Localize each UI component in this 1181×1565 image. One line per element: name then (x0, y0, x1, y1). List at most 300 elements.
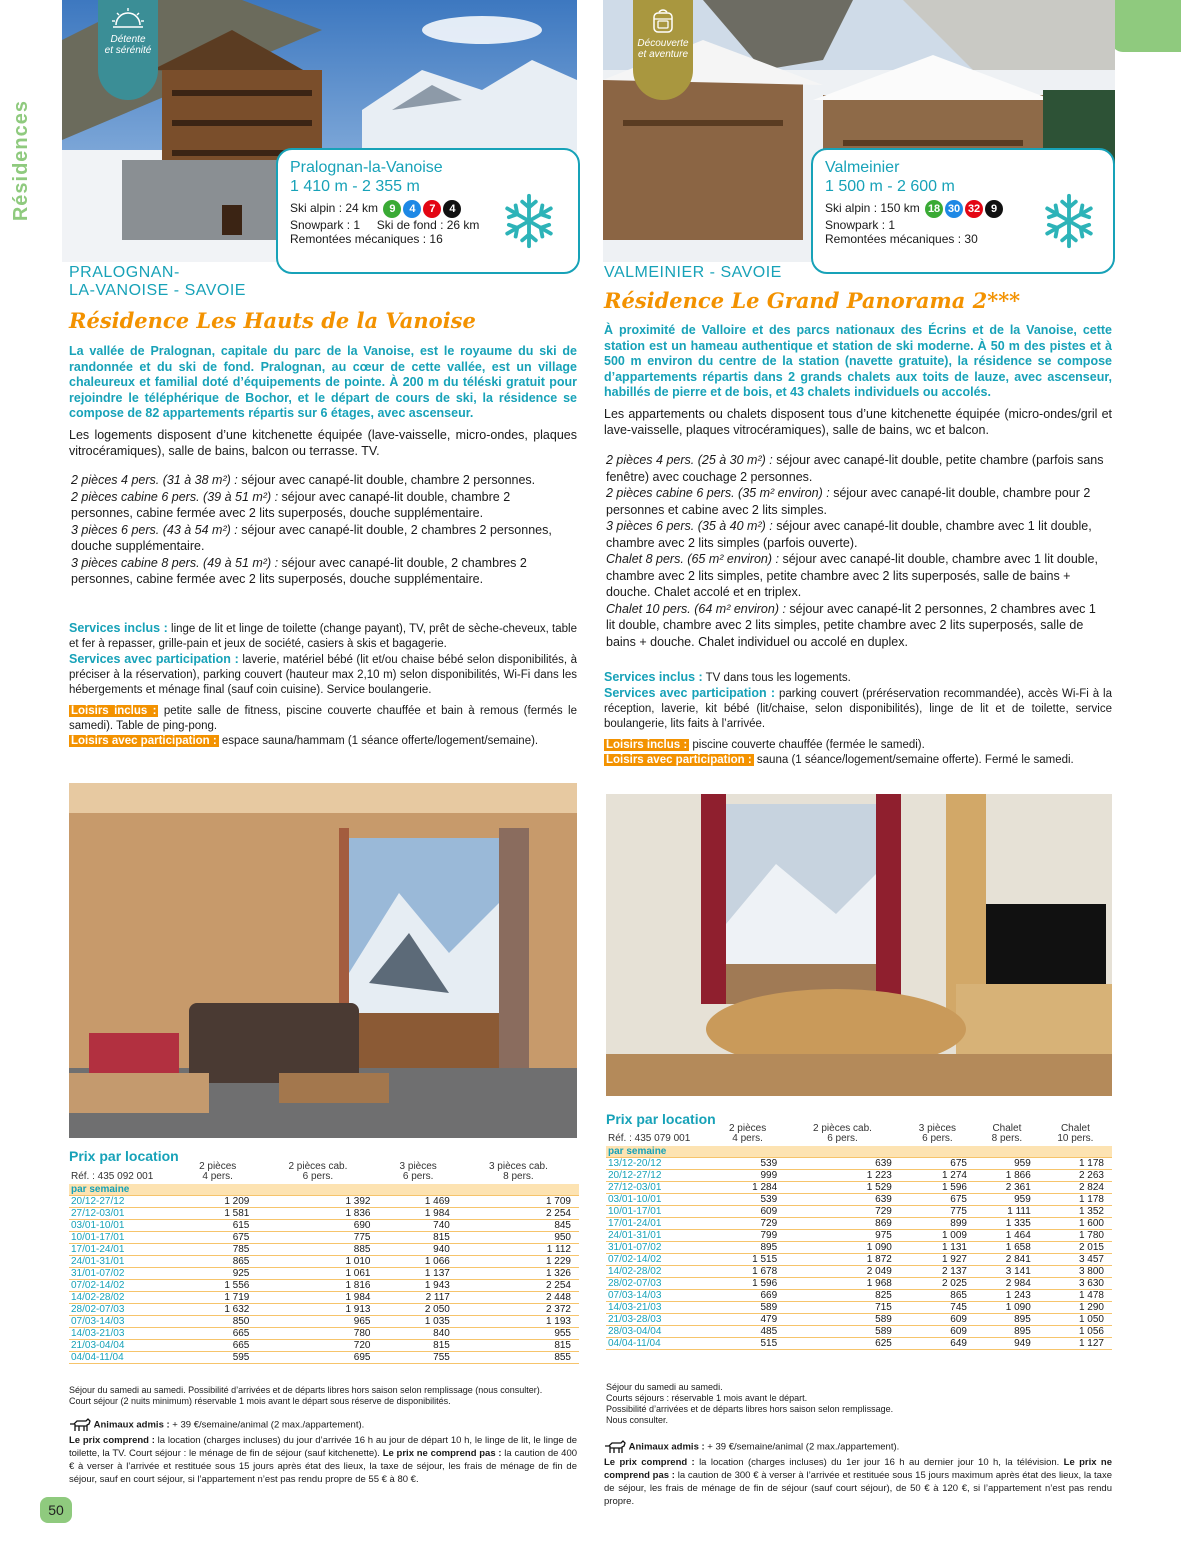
right-residence-title: Résidence Le Grand Panorama 2*** (604, 288, 1021, 313)
table-row (606, 1170, 1112, 1182)
left-fine-print (69, 1385, 579, 1407)
price-cell: 855 (458, 1352, 579, 1364)
blue-pistes: 4 (403, 200, 421, 218)
animals-text: + 39 €/semaine/animal (2 max./appartement). (169, 1419, 365, 1431)
price-cell: 815 (378, 1340, 457, 1352)
price-cell: 959 (975, 1194, 1039, 1206)
period-cell: 27/12-03/01 (69, 1208, 178, 1220)
price-cell: 1 678 (710, 1266, 785, 1278)
price-cell: 1 632 (178, 1304, 257, 1316)
price-cell: 895 (975, 1326, 1039, 1338)
price-cell: 1 469 (378, 1196, 457, 1208)
left-price-title: Prix par location (69, 1148, 179, 1164)
period-cell: 13/12-20/12 (606, 1158, 710, 1170)
table-row (606, 1314, 1112, 1326)
price-cell: 2 841 (975, 1254, 1039, 1266)
badge-line1: Découverte (637, 38, 689, 49)
price-cell: 665 (178, 1328, 257, 1340)
resort-name: Pralognan-la-Vanoise (290, 159, 443, 176)
price-cell: 895 (975, 1314, 1039, 1326)
price-cell: 2 050 (378, 1304, 457, 1316)
price-cell: 2 137 (900, 1266, 975, 1278)
loisirs-participation-label: Loisirs avec participation : (71, 735, 217, 747)
price-cell: 1 010 (257, 1256, 378, 1268)
price-cell: 815 (378, 1232, 457, 1244)
price-cell: 665 (178, 1340, 257, 1352)
fine-line: Nous consulter. (606, 1415, 669, 1425)
corner-tab (1111, 0, 1181, 52)
price-cell: 1 131 (900, 1242, 975, 1254)
price-cell: 1 836 (257, 1208, 378, 1220)
price-cell: 1 243 (975, 1290, 1039, 1302)
price-cell: 1 984 (257, 1292, 378, 1304)
table-row (69, 1340, 579, 1352)
table-row (606, 1206, 1112, 1218)
period-cell: 10/01-17/01 (69, 1232, 178, 1244)
price-cell: 1 290 (1039, 1302, 1112, 1314)
price-cell: 2 254 (458, 1208, 579, 1220)
col-header: 3 pièces 6 pers. (399, 1161, 437, 1182)
left-services (69, 621, 577, 749)
left-location (69, 264, 246, 300)
price-cell: 1 056 (1039, 1326, 1112, 1338)
loisirs-inclus-label: Loisirs inclus : (606, 739, 688, 751)
room-head: 3 pièces 6 pers. (35 à 40 m²) : (606, 519, 773, 533)
table-row (606, 1278, 1112, 1290)
includes-text: la location (charges incluses) du jour d’arrivée 16 h au jour de départ 10 h, le linge de lit, le linge de toilette, la TV. Court séjour : le ménage de fin de séjour (sauf kitchenette). (69, 1435, 578, 1459)
price-cell: 1 943 (378, 1280, 457, 1292)
price-cell: 1 112 (458, 1244, 579, 1256)
animals-label: Animaux admis : (93, 1419, 170, 1431)
period-cell: 28/03-04/04 (606, 1326, 710, 1338)
loisirs-inclus-text: piscine couverte chauffée (fermée le samedi). (689, 739, 925, 751)
section-tab-label: Résidences (10, 100, 32, 222)
price-cell: 1 284 (710, 1182, 785, 1194)
price-cell: 780 (257, 1328, 378, 1340)
price-cell: 1 709 (458, 1196, 579, 1208)
room-head: Chalet 8 pers. (65 m² environ) : (606, 552, 779, 566)
price-cell: 2 984 (975, 1278, 1039, 1290)
room-text: séjour avec canapé-lit double, 2 chambres 2 personnes, douche supplémentaire. (71, 522, 552, 553)
price-cell: 3 141 (975, 1266, 1039, 1278)
table-row (606, 1158, 1112, 1170)
room-head: 3 pièces cabine 8 pers. (49 à 51 m²) : (71, 555, 279, 570)
price-cell: 539 (710, 1158, 785, 1170)
red-pistes: 32 (965, 200, 983, 218)
price-cell: 975 (785, 1230, 900, 1242)
table-row (606, 1290, 1112, 1302)
period-cell: 24/01-31/01 (606, 1230, 710, 1242)
table-row (606, 1242, 1112, 1254)
period-cell: 31/01-07/02 (69, 1268, 178, 1280)
price-cell: 1 137 (378, 1268, 457, 1280)
price-cell: 609 (900, 1326, 975, 1338)
price-cell: 999 (710, 1170, 785, 1182)
location-line1: PRALOGNAN- (69, 264, 180, 281)
fine-line: Court séjour (2 nuits minimum) réservable 1 mois avant le départ sous réserve de disponibilités. (69, 1396, 451, 1406)
fine-line: Courts séjours : réservable 1 mois avant le départ. (606, 1393, 808, 1403)
price-cell: 690 (257, 1220, 378, 1232)
room-item (71, 555, 571, 588)
period-cell: 31/01-07/02 (606, 1242, 710, 1254)
period-cell: 28/02-07/03 (69, 1304, 178, 1316)
room-item (606, 518, 1106, 551)
price-cell: 1 529 (785, 1182, 900, 1194)
price-cell: 589 (785, 1326, 900, 1338)
period-cell: 27/12-03/01 (606, 1182, 710, 1194)
table-row (606, 1194, 1112, 1206)
price-cell: 675 (900, 1158, 975, 1170)
price-cell: 2 254 (458, 1280, 579, 1292)
price-cell: 649 (900, 1338, 975, 1350)
table-row (606, 1326, 1112, 1338)
period-cell: 28/02-07/03 (606, 1278, 710, 1290)
price-cell: 1 968 (785, 1278, 900, 1290)
price-cell: 515 (710, 1338, 785, 1350)
snowpark-line: Snowpark : 1 (825, 218, 896, 232)
price-cell: 2 361 (975, 1182, 1039, 1194)
price-cell: 885 (257, 1244, 378, 1256)
price-cell: 775 (900, 1206, 975, 1218)
right-price-title: Prix par location (606, 1111, 716, 1127)
period-cell: 07/03-14/03 (69, 1316, 178, 1328)
table-row (69, 1244, 579, 1256)
right-services (604, 670, 1112, 768)
price-cell: 639 (785, 1158, 900, 1170)
price-cell: 1 335 (975, 1218, 1039, 1230)
room-item (606, 551, 1106, 601)
col-header: 2 pièces cab. 6 pers. (813, 1123, 872, 1144)
price-cell: 895 (710, 1242, 785, 1254)
price-cell: 959 (975, 1158, 1039, 1170)
price-cell: 539 (710, 1194, 785, 1206)
includes-label: Le prix comprend : (69, 1435, 155, 1446)
room-text: séjour avec canapé-lit double, chambre avec 1 lit double, chambre avec 2 lits simples, petite chambre avec 2 lits superposés, salle de bains + douche. Chalet accolé et en triplex. (606, 552, 1098, 599)
location-line2: LA-VANOISE - SAVOIE (69, 282, 246, 299)
theme-badge-right (633, 0, 693, 100)
price-cell: 589 (785, 1314, 900, 1326)
excludes-label: Le prix ne comprend pas : (382, 1448, 502, 1459)
snowflake-icon (500, 192, 558, 250)
price-cell: 865 (178, 1256, 257, 1268)
price-cell: 1 178 (1039, 1158, 1112, 1170)
reference-number: Réf. : 435 092 001 (71, 1171, 154, 1182)
price-cell: 3 800 (1039, 1266, 1112, 1278)
col-header: 2 pièces 4 pers. (728, 1123, 767, 1144)
backpack-icon (651, 8, 675, 34)
room-head: 3 pièces 6 pers. (43 à 54 m²) : (71, 522, 238, 537)
excludes-text: la caution de 400 € à verser à l’arrivée et restituée sous 15 jours après état des lieux, la taxe de séjour, les frais de ménage de fin de séjour, sauf en court séjour, si l’appartement n’est pas rendu propre de 55 € à 80 €. (69, 1448, 578, 1485)
price-cell: 799 (710, 1230, 785, 1242)
table-row (69, 1268, 579, 1280)
services-inclus-label: Services inclus : (69, 621, 168, 635)
col-header: 2 pièces 4 pers. (199, 1161, 237, 1182)
price-cell: 1 866 (975, 1170, 1039, 1182)
table-row (69, 1232, 579, 1244)
price-cell: 955 (458, 1328, 579, 1340)
room-text: séjour avec canapé-lit double, 2 chambres 2 personnes, cabine fermée avec 2 lits superposés, douche supplémentaire. (71, 555, 527, 586)
price-cell: 1 209 (178, 1196, 257, 1208)
price-cell: 1 352 (1039, 1206, 1112, 1218)
col-header: Chalet 8 pers. (991, 1123, 1023, 1144)
price-cell: 1 274 (900, 1170, 975, 1182)
price-cell: 1 127 (1039, 1338, 1112, 1350)
price-cell: 785 (178, 1244, 257, 1256)
dog-icon (69, 1418, 91, 1432)
price-cell: 1 392 (257, 1196, 378, 1208)
price-cell: 1 872 (785, 1254, 900, 1266)
fine-line: Séjour du samedi au samedi. Possibilité d’arrivées et de départs libres hors saison selon remplissage (nous consulter). (69, 1385, 543, 1395)
price-cell: 815 (458, 1340, 579, 1352)
table-row (69, 1304, 579, 1316)
price-cell: 2 015 (1039, 1242, 1112, 1254)
price-cell: 1 050 (1039, 1314, 1112, 1326)
right-location: VALMEINIER - SAVOIE (604, 264, 782, 281)
price-cell: 1 658 (975, 1242, 1039, 1254)
period-cell: 07/03-14/03 (606, 1290, 710, 1302)
table-row (606, 1182, 1112, 1194)
loisirs-participation-text: sauna (1 séance/logement/semaine offerte). Fermé le samedi. (753, 754, 1074, 766)
table-row (606, 1302, 1112, 1314)
period-cell: 04/04-11/04 (69, 1352, 178, 1364)
reference-number: Réf. : 435 079 001 (608, 1133, 691, 1144)
room-text: séjour avec canapé-lit double, chambre 2 personnes. (237, 473, 536, 487)
excludes-label: Le prix ne comprend pas : (604, 1457, 1113, 1481)
price-cell: 2 049 (785, 1266, 900, 1278)
living-room-photo-right (606, 794, 1112, 1096)
price-cell: 825 (785, 1290, 900, 1302)
price-cell: 2 117 (378, 1292, 457, 1304)
period-cell: 20/12-27/12 (606, 1170, 710, 1182)
animals-label: Animaux admis : (628, 1441, 705, 1453)
price-cell: 3 630 (1039, 1278, 1112, 1290)
excludes-text: la caution de 300 € à verser à l’arrivée et restituée sous 15 jours maximum après état des lieux, la taxe de séjour, les frais de ménage de fin de séjour (sauf court séjour), de 50 € à 120 €, si l’appartement n’est pas rendu propre. (604, 1470, 1112, 1507)
services-participation-label: Services avec participation : (69, 652, 239, 666)
price-cell: 1 780 (1039, 1230, 1112, 1242)
services-inclus-label: Services inclus : (604, 670, 703, 684)
left-residence-title: Résidence Les Hauts de la Vanoise (69, 308, 476, 333)
col-header: 3 pièces cab. 8 pers. (488, 1161, 548, 1182)
period-cell: 24/01-31/01 (69, 1256, 178, 1268)
price-cell: 609 (900, 1314, 975, 1326)
price-cell: 840 (378, 1328, 457, 1340)
includes-text: la location (charges incluses) du 1er jour 16 h au dernier jour 10 h, la télévision. (694, 1457, 1060, 1468)
page-number: 50 (40, 1497, 72, 1523)
room-item (71, 489, 571, 522)
loisirs-inclus-text: petite salle de fitness, piscine couverte chauffée et bain à remous (fermés le samedi). Table de ping-pong. (69, 705, 577, 732)
period-cell: 14/02-28/02 (69, 1292, 178, 1304)
price-cell: 615 (178, 1220, 257, 1232)
period-cell: 03/01-10/01 (606, 1194, 710, 1206)
price-cell: 1 913 (257, 1304, 378, 1316)
price-cell: 625 (785, 1338, 900, 1350)
table-row (606, 1338, 1112, 1350)
price-cell: 485 (710, 1326, 785, 1338)
price-cell: 1 581 (178, 1208, 257, 1220)
price-cell: 899 (900, 1218, 975, 1230)
price-cell: 1 111 (975, 1206, 1039, 1218)
price-cell: 845 (458, 1220, 579, 1232)
table-row (606, 1254, 1112, 1266)
table-row (69, 1352, 579, 1364)
price-cell: 609 (710, 1206, 785, 1218)
period-cell: 21/03-04/04 (69, 1340, 178, 1352)
price-cell: 2 448 (458, 1292, 579, 1304)
resort-name: Valmeinier (825, 159, 900, 176)
price-cell: 950 (458, 1232, 579, 1244)
room-head: 2 pièces cabine 6 pers. (35 m² environ) : (606, 486, 830, 500)
sun-icon (111, 8, 145, 30)
services-inclus-text: TV dans tous les logements. (702, 672, 851, 684)
right-rooms (606, 452, 1106, 650)
dog-icon (604, 1440, 626, 1454)
room-item (71, 522, 571, 555)
snowpark-line: Snowpark : 1 Ski de fond : 26 km (290, 218, 480, 232)
price-cell: 715 (785, 1302, 900, 1314)
price-cell: 1 556 (178, 1280, 257, 1292)
price-cell: 925 (178, 1268, 257, 1280)
price-cell: 1 061 (257, 1268, 378, 1280)
price-cell: 595 (178, 1352, 257, 1364)
price-cell: 1 600 (1039, 1218, 1112, 1230)
left-notes (69, 1418, 577, 1486)
price-cell: 720 (257, 1340, 378, 1352)
period-cell: 14/03-21/03 (606, 1302, 710, 1314)
ski-alpin: Ski alpin : 150 km (825, 201, 920, 216)
black-pistes: 9 (985, 200, 1003, 218)
resort-altitude: 1 500 m - 2 600 m (825, 178, 955, 195)
lifts-line: Remontées mécaniques : 30 (825, 232, 978, 246)
room-text: séjour avec canapé-lit double, chambre avec 1 lit double, chambre avec 2 lits simples (parfois ouverte). (606, 519, 1092, 550)
price-cell: 850 (178, 1316, 257, 1328)
price-cell: 1 009 (900, 1230, 975, 1242)
loisirs-inclus-label: Loisirs inclus : (71, 705, 157, 717)
blue-pistes: 30 (945, 200, 963, 218)
period-cell: 14/03-21/03 (69, 1328, 178, 1340)
price-cell: 1 035 (378, 1316, 457, 1328)
price-cell: 1 178 (1039, 1194, 1112, 1206)
price-cell: 669 (710, 1290, 785, 1302)
price-cell: 745 (900, 1302, 975, 1314)
fine-line: Possibilité d’arrivées et de départs libres hors saison selon remplissage. (606, 1404, 894, 1414)
price-cell: 479 (710, 1314, 785, 1326)
price-cell: 2 372 (458, 1304, 579, 1316)
fine-line: Séjour du samedi au samedi. (606, 1382, 723, 1392)
price-cell: 1 984 (378, 1208, 457, 1220)
price-cell: 729 (710, 1218, 785, 1230)
price-cell: 1 229 (458, 1256, 579, 1268)
loisirs-participation-text: espace sauna/hammam (1 séance offerte/logement/semaine). (218, 735, 539, 747)
price-cell: 775 (257, 1232, 378, 1244)
table-row (606, 1218, 1112, 1230)
room-text: séjour avec canapé-lit double, petite chambre (parfois sans fenêtre) avec couchage 2 personnes. (606, 453, 1104, 484)
period-cell: 07/02-14/02 (69, 1280, 178, 1292)
table-row (69, 1220, 579, 1232)
theme-badge-left (98, 0, 158, 100)
price-cell: 940 (378, 1244, 457, 1256)
price-cell: 1 478 (1039, 1290, 1112, 1302)
left-intro: La vallée de Pralognan, capitale du parc de la Vanoise, est le royaume du ski de randonnée et du ski de fond. Pralognan, au cœur de cette vallée, est un village chaleureux et familial doté d’équipements de pointe. À 200 m du téléski gratuit pour rejoindre le téléphérique de Bochor, et le départ de cours de ski, la résidence se compose de 82 appartements répartis sur 6 étages, avec ascenseur. (69, 344, 577, 420)
badge-line1: Détente (110, 34, 146, 45)
price-cell: 695 (257, 1352, 378, 1364)
table-row (69, 1328, 579, 1340)
room-head: Chalet 10 pers. (64 m² environ) : (606, 601, 786, 616)
period-cell: 07/02-14/02 (606, 1254, 710, 1266)
period-cell: 17/01-24/01 (69, 1244, 178, 1256)
green-pistes: 18 (925, 200, 943, 218)
price-cell: 675 (900, 1194, 975, 1206)
table-row (69, 1196, 579, 1208)
table-row (69, 1280, 579, 1292)
snowflake-icon (1040, 192, 1098, 250)
room-head: 2 pièces cabine 6 pers. (39 à 51 m²) : (71, 489, 279, 504)
room-text: séjour avec canapé-lit double, chambre 2 personnes, cabine fermée avec 2 lits superposés, douche supplémentaire. (71, 489, 511, 520)
price-cell: 755 (378, 1352, 457, 1364)
price-cell: 949 (975, 1338, 1039, 1350)
green-pistes: 9 (383, 200, 401, 218)
loisirs-participation-label: Loisirs avec participation : (606, 754, 752, 766)
price-cell: 1 596 (900, 1182, 975, 1194)
price-cell: 1 719 (178, 1292, 257, 1304)
price-cell: 1 066 (378, 1256, 457, 1268)
price-cell: 2 263 (1039, 1170, 1112, 1182)
price-cell: 740 (378, 1220, 457, 1232)
price-cell: 3 457 (1039, 1254, 1112, 1266)
col-header: 2 pièces cab. 6 pers. (288, 1161, 348, 1182)
price-cell: 2 824 (1039, 1182, 1112, 1194)
period-cell: 10/01-17/01 (606, 1206, 710, 1218)
right-price-table (606, 1124, 1112, 1350)
price-cell: 639 (785, 1194, 900, 1206)
services-participation-text: parking couvert (préréservation recommandée), accès Wi-Fi à la réception, laverie, kit bébé (lit/chaise, selon disponibilités), linge de lit et de toilette, service boulangerie, lits faits à l’arrivée. (604, 688, 1112, 730)
right-fine-print (606, 1382, 1112, 1426)
red-pistes: 7 (423, 200, 441, 218)
price-cell: 1 464 (975, 1230, 1039, 1242)
period-cell: 03/01-10/01 (69, 1220, 178, 1232)
room-head: 2 pièces 4 pers. (25 à 30 m²) : (606, 453, 773, 467)
room-text: séjour avec canapé-lit 2 personnes, 2 chambres avec 1 lit double, chambre avec 2 lits simples, petite chambre avec 2 lits superposés, salle de bains + douche. Chalet individuel ou accolé en duplex. (606, 601, 1096, 649)
table-row (69, 1208, 579, 1220)
table-row (69, 1292, 579, 1304)
period-cell: 04/04-11/04 (606, 1338, 710, 1350)
right-intro: À proximité de Valloire et des parcs nationaux des Écrins et de la Vanoise, cette station est un hameau authentique et station de ski moderne. À 50 m des pistes et à 500 m environ du centre de la station (navette gratuite), la résidence se compose d’appartements répartis dans 2 grands chalets aux toits de lauze, avec ascenseur, habillés de pierre et de bois, et 43 chalets individuels ou accolés. (604, 323, 1112, 399)
price-cell: 1 816 (257, 1280, 378, 1292)
right-body: Les appartements ou chalets disposent tous d’une kitchenette équipée (micro-ondes/gril et lave-vaisselle, plaques vitrocéramiques), salle de bains, wc et balcon. (604, 407, 1112, 437)
table-row (69, 1316, 579, 1328)
left-body: Les logements disposent d’une kitchenette équipée (lave-vaisselle, micro-ondes, plaques vitrocéramiques), salle de bains, balcon ou terrasse. TV. (69, 428, 577, 458)
table-row (606, 1266, 1112, 1278)
badge-line2: et sérénité (104, 45, 152, 56)
col-header: Chalet 10 pers. (1057, 1123, 1094, 1144)
left-rooms (71, 472, 571, 588)
price-cell: 2 025 (900, 1278, 975, 1290)
period-cell: 14/02-28/02 (606, 1266, 710, 1278)
right-notes (604, 1440, 1112, 1508)
room-item (71, 472, 571, 489)
section-row: par semaine (69, 1184, 579, 1196)
room-item (606, 485, 1106, 518)
price-cell: 1 515 (710, 1254, 785, 1266)
period-cell: 21/03-28/03 (606, 1314, 710, 1326)
left-price-table (69, 1162, 579, 1364)
price-cell: 1 596 (710, 1278, 785, 1290)
black-pistes: 4 (443, 200, 461, 218)
services-inclus-text: linge de lit et linge de toilette (change payant), TV, prêt de sèche-cheveux, table et fer à repasser, grille-pain et jeux de société, casiers à skis et bagagerie. (69, 623, 577, 650)
price-cell: 1 090 (975, 1302, 1039, 1314)
resort-altitude: 1 410 m - 2 355 m (290, 178, 420, 195)
room-item (606, 452, 1106, 485)
price-cell: 729 (785, 1206, 900, 1218)
